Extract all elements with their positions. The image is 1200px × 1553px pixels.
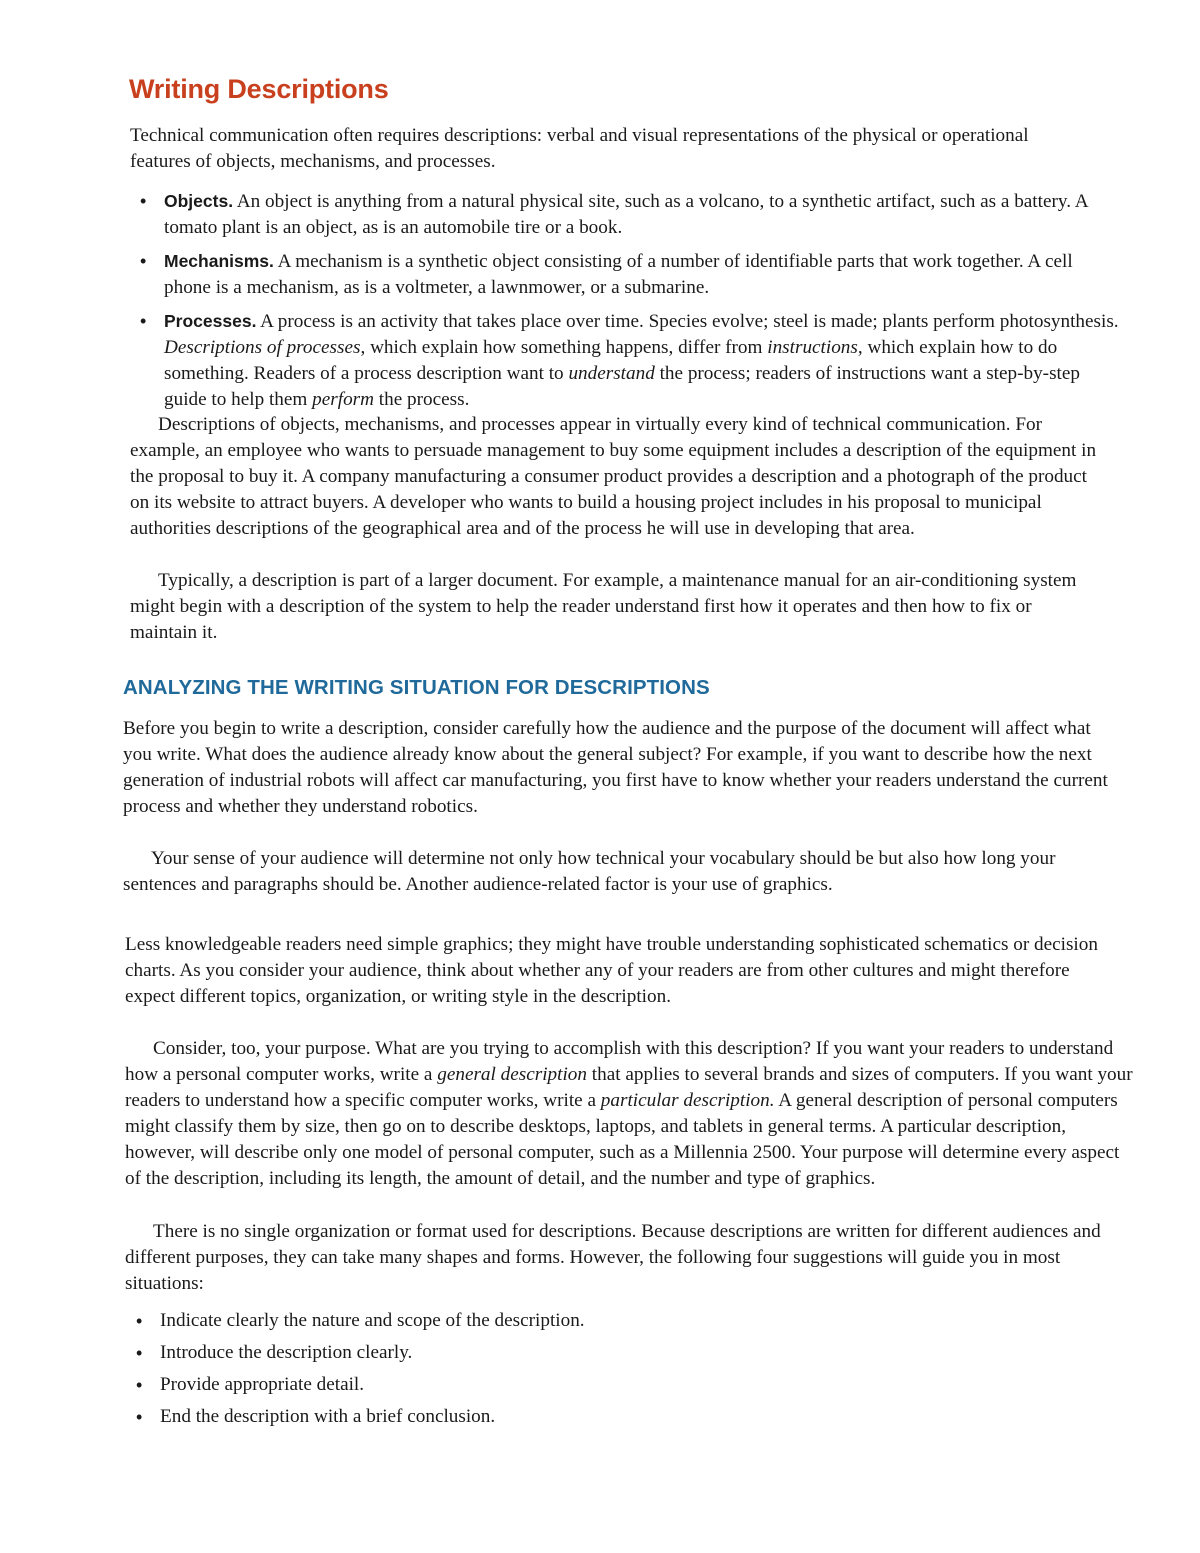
body-paragraph: Typically, a description is part of a larger document. For example, a maintenance manual for an air-conditioning system might begin with a description of the system to help the reader understand first how it operates and then how to fix or maintain it. [130, 570, 1077, 643]
bullet-term: Processes. [164, 311, 257, 331]
body-text: A general description of personal computers might classify them by size, then go on to describe desktops, laptops, and tablets in general terms. A particular description, however, will describe only one model of personal computer, such as a Millennia 2500. Your purpose will determine every aspect of the description, including its length, the amount of detail, and the number and type of graphics. [125, 1090, 1120, 1189]
body-paragraph: Descriptions of objects, mechanisms, and processes appear in virtually every kind of technical communication. For example, an employee who wants to persuade management to buy some equipment includes a description of the equipment in the proposal to buy it. A company manufacturing a consumer product provides a description and a photograph of the product on its website to attract buyers. A developer who wants to build a housing project includes in his proposal to municipal authorities descriptions of the geographical area and of the process he will use in developing that area. [130, 414, 1097, 539]
bullet-text: , which explain how to do something. Readers of a process description want to [164, 337, 1058, 384]
italic-term: understand [568, 363, 655, 384]
body-paragraph: There is no single organization or format used for descriptions. Because descriptions are written for different audiences and different purposes, they can take many shapes and forms. However, the following four suggestions will guide you in most situations: [125, 1221, 1101, 1294]
intro-paragraph: Technical communication often requires descriptions: verbal and visual representations of the physical or operational features of objects, mechanisms, and processes. [130, 125, 1029, 172]
body-text: Consider, too, your purpose. What are you trying to accomplish with this description? If you want your readers to understand how a personal computer works, write a [125, 1038, 1114, 1085]
italic-term: Descriptions of processes [164, 337, 361, 358]
bullet-text: , which explain how something happens, differ from [360, 337, 768, 358]
list-item: • Introduce the description clearly. [126, 1340, 926, 1366]
body-paragraph: Your sense of your audience will determine not only how technical your vocabulary should be but also how long your sentences and paragraphs should be. Another audience-related factor is your use of graphics. [123, 848, 1056, 895]
bullet-text: the process; readers of instructions want a step-by-step guide to help them [164, 363, 1080, 410]
italic-term: instructions [767, 337, 858, 358]
list-item: • Indicate clearly the nature and scope of the description. [126, 1308, 926, 1334]
bullet-text: the process. [373, 389, 470, 410]
list-item: • Provide appropriate detail. [126, 1372, 926, 1398]
italic-term: perform [312, 389, 374, 410]
description-types-list [130, 188, 1120, 413]
body-paragraph [125, 1036, 1140, 1192]
list-item: • End the description with a brief conclusion. [126, 1404, 926, 1430]
bullet-term: Mechanisms. [164, 251, 274, 271]
suggestions-list [126, 1308, 926, 1430]
list-item [130, 248, 1120, 301]
bullet-text: A mechanism is a synthetic object consisting of a number of identifiable parts that work together. A cell phone is a mechanism, as is a voltmeter, a lawnmower, or a submarine. [164, 251, 1073, 298]
page-title: Writing Descriptions [129, 74, 389, 104]
body-paragraph: Before you begin to write a description, consider carefully how the audience and the purpose of the document will affect what you write. What does the audience already know about the general subject? For example, if you want to describe how the next generation of industrial robots will affect car manufacturing, you first have to know whether your readers understand the current process and whether they understand robotics. [123, 718, 1108, 817]
list-item [130, 308, 1120, 413]
bullet-text: A process is an activity that takes place over time. Species evolve; steel is made; plants perform photosynthesis. [256, 311, 1119, 332]
bullet-text: An object is anything from a natural physical site, such as a volcano, to a synthetic artifact, such as a battery. A tomato plant is an object, as is an automobile tire or a book. [164, 191, 1088, 238]
section-heading: ANALYZING THE WRITING SITUATION FOR DESCRIPTIONS [123, 676, 710, 699]
body-text: that applies to several brands and sizes of computers. If you want your readers to understand how a specific computer works, write a [125, 1064, 1133, 1111]
list-item [130, 188, 1120, 241]
italic-term: particular description. [600, 1090, 775, 1111]
bullet-term: Objects. [164, 191, 234, 211]
italic-term: general description [437, 1064, 587, 1085]
body-paragraph: Less knowledgeable readers need simple graphics; they might have trouble understanding sophisticated schematics or decision charts. As you consider your audience, think about whether any of your readers are from other cultures and might therefore expect different topics, organization, or writing style in the description. [125, 934, 1098, 1007]
